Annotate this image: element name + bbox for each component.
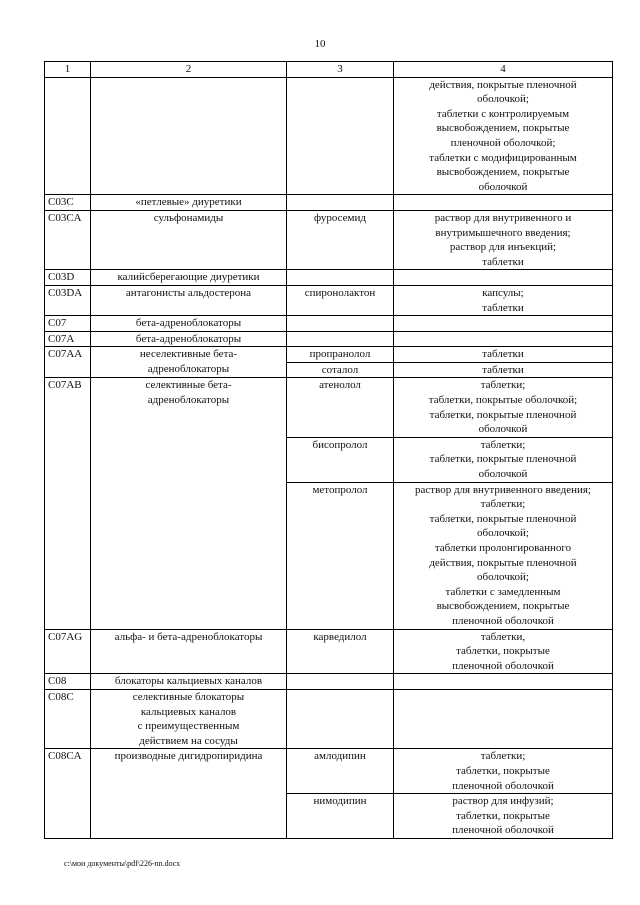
table-row — [45, 331, 613, 347]
dosage-form-line: таблетки — [482, 301, 524, 314]
table-row — [45, 378, 613, 437]
table-row — [45, 749, 613, 794]
column-header: 4 — [394, 62, 613, 78]
dosage-form-cell — [394, 210, 613, 269]
dosage-form-cell — [394, 77, 613, 195]
column-header: 2 — [91, 62, 287, 78]
dosage-form-line: таблетки, покрытые — [456, 645, 550, 658]
drug-name-cell: метопролол — [287, 482, 394, 629]
column-header: 1 — [45, 62, 91, 78]
dosage-form-line: пленочной оболочкой — [452, 614, 554, 627]
dosage-form-cell — [394, 270, 613, 286]
group-line: адреноблокаторы — [147, 362, 230, 375]
dosage-form-line: таблетки, покрытые оболочкой; — [428, 394, 578, 407]
group-line: «петлевые» диуретики — [135, 196, 242, 209]
dosage-form-line: оболочкой; — [477, 571, 529, 584]
dosage-form-line: таблетки; — [480, 498, 526, 511]
drug-name-cell — [287, 689, 394, 748]
group-line: кальциевых каналов — [140, 705, 237, 718]
dosage-form-cell — [394, 437, 613, 482]
dosage-form-line: таблетки, — [480, 630, 526, 643]
dosage-form-line: таблетки пролонгированного — [434, 542, 572, 554]
footer-file-path: c:\мои документы\pdf\226-nn.docx — [64, 859, 181, 868]
dosage-form-line: оболочкой; — [477, 527, 529, 540]
anatomical-group-cell — [91, 210, 287, 269]
dosage-form-line: таблетки с модифицированным — [429, 151, 577, 164]
dosage-form-line: оболочкой; — [477, 93, 529, 106]
dosage-form-cell — [394, 331, 613, 347]
anatomical-group-cell — [91, 378, 287, 629]
group-line: бета-адреноблокаторы — [135, 332, 242, 345]
dosage-form-line: раствор для внутривенного и — [434, 211, 572, 224]
table-row — [45, 347, 613, 363]
atc-code-cell — [45, 77, 91, 195]
group-line: с преимущественным — [137, 720, 240, 733]
dosage-form-line: высвобождением, покрытые — [436, 600, 570, 613]
dosage-form-line: таблетки; — [480, 379, 526, 392]
dosage-form-line: капсулы; — [482, 286, 524, 299]
table-header-row — [45, 62, 613, 78]
dosage-form-line: действия, покрытые пленочной — [429, 556, 577, 569]
drug-name-cell: амлодипин — [287, 749, 394, 794]
atc-code-cell: C03C — [45, 195, 91, 211]
anatomical-group-cell — [91, 195, 287, 211]
drug-name-cell — [287, 331, 394, 347]
dosage-form-line: таблетки; — [480, 750, 526, 763]
table-row — [45, 285, 613, 315]
table-row — [45, 77, 613, 195]
group-line: блокаторы кальциевых каналов — [114, 675, 263, 688]
dosage-form-line: таблетки — [482, 255, 524, 268]
drug-name-cell: карведилол — [287, 629, 394, 674]
drug-name-cell: атенолол — [287, 378, 394, 437]
group-line: бета-адреноблокаторы — [135, 317, 242, 330]
table-row — [45, 270, 613, 286]
group-line: селективные бета- — [145, 379, 232, 392]
group-line: антагонисты альдостерона — [125, 286, 252, 299]
dosage-form-cell — [394, 195, 613, 211]
group-line: адреноблокаторы — [147, 394, 230, 407]
atc-code-cell: C08CA — [45, 749, 91, 839]
dosage-form-cell — [394, 378, 613, 437]
dosage-form-line: таблетки — [482, 348, 524, 361]
drug-name-cell: соталол — [287, 362, 394, 378]
dosage-form-line: таблетки, покрытые пленочной — [429, 408, 577, 421]
dosage-form-line: таблетки, покрытые пленочной — [429, 453, 577, 466]
anatomical-group-cell — [91, 285, 287, 315]
drug-name-cell — [287, 77, 394, 195]
page-number: 10 — [314, 38, 326, 50]
dosage-form-cell — [394, 689, 613, 748]
drug-name-cell: нимодипин — [287, 794, 394, 839]
atc-code-cell: C03D — [45, 270, 91, 286]
drug-name-cell — [287, 316, 394, 332]
table-row — [45, 210, 613, 269]
dosage-form-cell — [394, 629, 613, 674]
dosage-form-cell — [394, 482, 613, 629]
column-header: 3 — [287, 62, 394, 78]
drug-name-cell — [287, 674, 394, 690]
atc-code-cell: C07 — [45, 316, 91, 332]
atc-code-cell: C07AA — [45, 347, 91, 378]
atc-code-cell: C07AB — [45, 378, 91, 629]
drug-table — [44, 61, 613, 839]
group-line: калийсберегающие диуретики — [117, 271, 260, 284]
dosage-form-line: пленочной оболочкой; — [450, 136, 556, 149]
drug-name-cell: спиронолактон — [287, 285, 394, 315]
dosage-form-cell — [394, 749, 613, 794]
dosage-form-line: оболочкой — [478, 468, 528, 481]
drug-name-cell — [287, 195, 394, 211]
anatomical-group-cell — [91, 270, 287, 286]
atc-code-cell: C03CA — [45, 210, 91, 269]
anatomical-group-cell — [91, 331, 287, 347]
atc-code-cell: C07A — [45, 331, 91, 347]
atc-code-cell: C08 — [45, 674, 91, 690]
table-row — [45, 316, 613, 332]
dosage-form-cell — [394, 794, 613, 839]
anatomical-group-cell — [91, 749, 287, 839]
anatomical-group-cell — [91, 689, 287, 748]
anatomical-group-cell — [91, 347, 287, 378]
table-row — [45, 195, 613, 211]
dosage-form-line: таблетки; — [480, 438, 526, 451]
dosage-form-line: высвобождением, покрытые — [436, 166, 570, 179]
drug-name-cell: бисопролол — [287, 437, 394, 482]
dosage-form-line: действия, покрытые пленочной — [429, 78, 577, 91]
drug-name-cell — [287, 270, 394, 286]
dosage-form-line: пленочной оболочкой — [452, 824, 554, 837]
dosage-form-cell — [394, 347, 613, 363]
group-line: производные дигидропиридина — [114, 750, 263, 763]
drug-name-cell: пропранолол — [287, 347, 394, 363]
group-line: действием на сосуды — [139, 734, 238, 747]
atc-code-cell: C08C — [45, 689, 91, 748]
group-line: селективные блокаторы — [132, 690, 245, 703]
dosage-form-line: высвобождением, покрытые — [436, 122, 570, 135]
anatomical-group-cell — [91, 674, 287, 690]
dosage-form-line: раствор для внутривенного введения; — [415, 483, 591, 496]
anatomical-group-cell — [91, 629, 287, 674]
dosage-form-line: внутримышечного введения; — [435, 226, 571, 239]
dosage-form-line: таблетки, покрытые — [456, 764, 550, 777]
atc-code-cell: C07AG — [45, 629, 91, 674]
anatomical-group-cell — [91, 77, 287, 195]
dosage-form-line: пленочной оболочкой — [452, 779, 554, 792]
dosage-form-line: таблетки с контролируемым — [436, 107, 570, 120]
dosage-form-line: раствор для инфузий; — [452, 795, 554, 808]
dosage-form-line: таблетки — [482, 363, 524, 376]
anatomical-group-cell — [91, 316, 287, 332]
dosage-form-cell — [394, 316, 613, 332]
group-line: сульфонамиды — [153, 211, 224, 224]
dosage-form-line: оболочкой — [478, 180, 528, 193]
dosage-form-cell — [394, 362, 613, 378]
table-row — [45, 674, 613, 690]
group-line: неселективные бета- — [139, 348, 238, 361]
atc-code-cell: C03DA — [45, 285, 91, 315]
dosage-form-line: таблетки, покрытые — [456, 809, 550, 822]
table-row — [45, 629, 613, 674]
dosage-form-line: раствор для инъекций; — [449, 241, 557, 254]
dosage-form-cell — [394, 674, 613, 690]
group-line: альфа- и бета-адреноблокаторы — [114, 630, 263, 643]
dosage-form-cell — [394, 285, 613, 315]
dosage-form-line: таблетки с замедленным — [445, 585, 561, 598]
table-row — [45, 689, 613, 748]
drug-name-cell: фуросемид — [287, 210, 394, 269]
dosage-form-line: таблетки, покрытые пленочной — [429, 512, 577, 525]
dosage-form-line: оболочкой — [478, 423, 528, 436]
dosage-form-line: пленочной оболочкой — [452, 659, 554, 672]
